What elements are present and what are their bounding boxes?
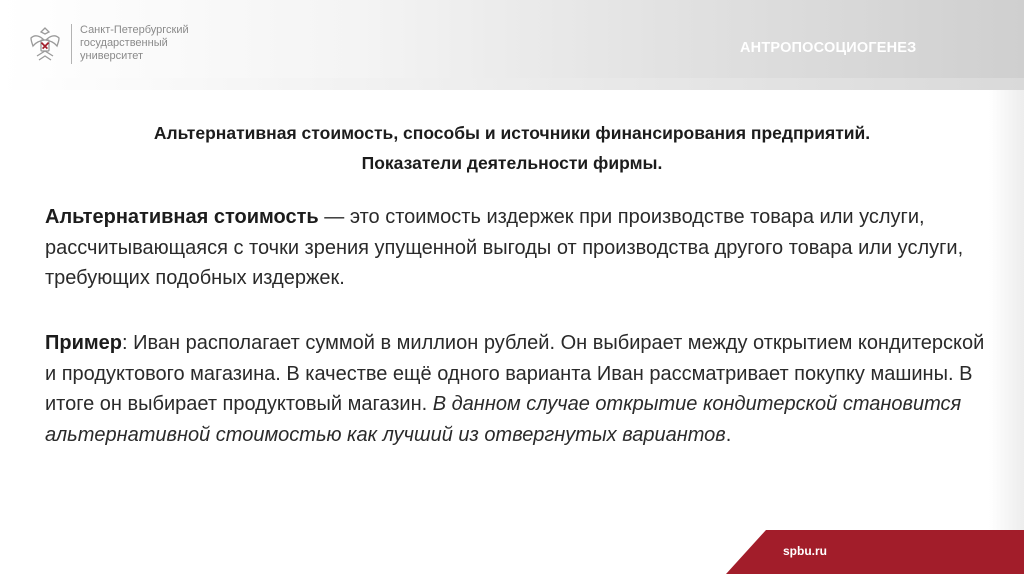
example-label: Пример [45, 332, 123, 354]
course-title: АНТРОПОСОЦИОГЕНЕЗ [740, 40, 917, 56]
page-title [40, 118, 984, 178]
definition-term: Альтернативная стоимость [45, 206, 319, 228]
example-conclusion: В данном случае открытие кондитерской становится альтернативной стоимостью как лучший из отвергнутых вариантов [45, 393, 962, 446]
example-text: : Иван располагает суммой в миллион рублей. Он выбирает между открытием кондитерской и продуктового магазина. В качестве ещё одного варианта Иван рассматривает покупку машины. В итоге он выбирает продуктовый магазин. [45, 332, 985, 415]
spbu-crest-icon [22, 22, 68, 68]
page-title-line-2: Показатели деятельности фирмы. [361, 153, 663, 173]
university-name-line-3: университет [80, 50, 144, 62]
example-paragraph [45, 328, 995, 450]
footer-accent-bar [726, 530, 1024, 574]
example-end: . [725, 423, 732, 446]
header-band [0, 78, 1024, 90]
university-name-line-1: Санкт-Петербургский [80, 24, 189, 36]
definition-paragraph [45, 202, 995, 294]
university-name [80, 24, 230, 63]
logo-divider [71, 24, 72, 64]
footer-site-link[interactable]: spbu.ru [783, 544, 827, 558]
definition-text: — это стоимость издержек при производстве товара или услуги, рассчитывающаяся с точки зрения упущенной выгоды от производства другого товара или услуги, требующих подобных издержек. [45, 206, 964, 289]
university-name-line-2: государственный [80, 37, 168, 49]
page-title-line-1: Альтернативная стоимость, способы и источники финансирования предприятий. [153, 123, 871, 143]
